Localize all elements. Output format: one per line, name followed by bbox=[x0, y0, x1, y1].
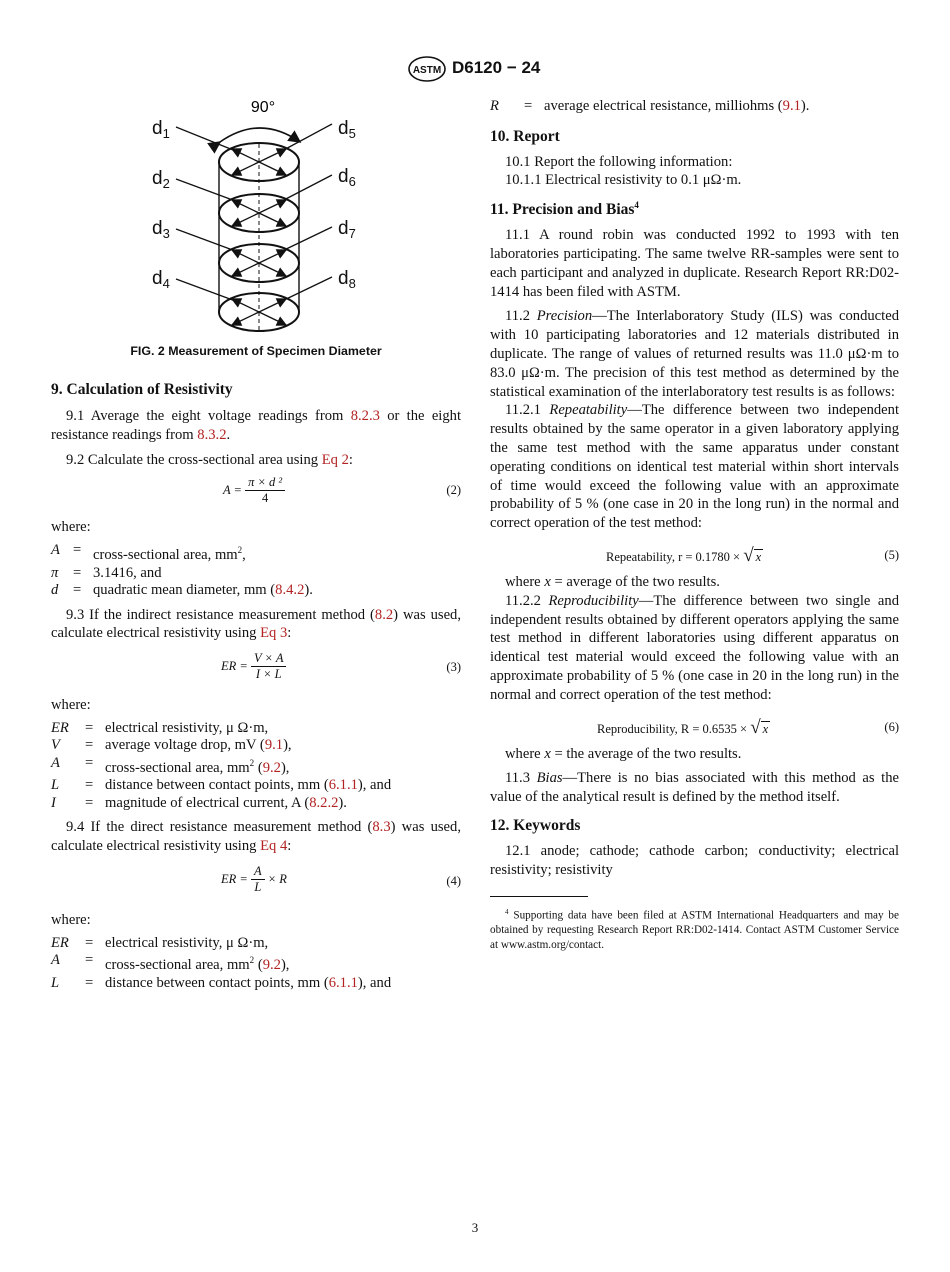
para-11-3: 11.3 Bias—There is no bias associated with this method as the value of the analytical result is defined by the method itself. bbox=[490, 770, 899, 806]
defs-list-3: ER = electrical resistivity, μ Ω·m, A = cross-sectional area, $mm^2$ (9.2), L = distance between contact points, mm (6.1.1), and bbox=[51, 934, 392, 991]
page-number: 3 bbox=[471, 1220, 479, 1235]
equation-6: Reproducibility, R = 0.6535 × √ x (6) bbox=[597, 716, 899, 738]
para-11-2-2: 11.2.2 Reproducibility—The difference between two single and independent results obtained by different operators applying the same test method in different laboratories using different apparatus on identical test material would exceed the following value with an approximate probability of 5 % (one case in 20 in the long run) in the normal and correct operation of the test method: bbox=[490, 592, 900, 703]
para-11-2-1: 11.2.1 Repeatability—The difference between two independent results obtained by the same operator in a given laboratory applying the same test method with the same apparatus under constant operating conditions on identical test material within short intervals of time would exceed the following value with an approximate probability of 5 % (one case in 20 in the long run) in the normal and correct operation of the test method: bbox=[490, 402, 900, 532]
equation-2: A = $\frac{\text{π × d ²}}{4}$ (2) bbox=[223, 475, 461, 506]
link-8-2[interactable]: 8.2 bbox=[374, 606, 394, 623]
section-9-heading: 9. Calculation of Resistivity bbox=[51, 381, 233, 398]
link-9-1[interactable]: 9.1 bbox=[264, 737, 284, 754]
link-6-1-1[interactable]: 6.1.1 bbox=[328, 777, 358, 794]
specimen-diagram bbox=[140, 94, 390, 344]
para-11-1: 11.1 A round robin was conducted 1992 to 1993 with ten laboratories participating. The same twelve RR-samples were sent to each participant and analyzed in duplicate. Research Report RR:D02-1414 has been filed with ASTM. bbox=[490, 227, 899, 300]
link-eq-4[interactable]: Eq 4 bbox=[260, 838, 288, 855]
where-2: where: bbox=[51, 697, 91, 714]
right-column bbox=[490, 98, 899, 953]
link-eq-2[interactable]: Eq 2 bbox=[321, 451, 349, 468]
equation-6-number: (6) bbox=[884, 719, 899, 734]
equation-5-number: (5) bbox=[884, 548, 899, 562]
section-10-heading: 10. Report bbox=[490, 127, 560, 145]
para-11-2: 11.2 Precision—The Interlaboratory Study (ILS) was conducted with 10 participating laboratories and 12 materials distributed in duplicate. The range of values of returned results was 11.0 μΩ·m to 83.0 μΩ·m. The precision of this test method as determined by the statistical examination of the interlaboratory test results is as follows: bbox=[490, 308, 899, 400]
link-8-2-2[interactable]: 8.2.2 bbox=[309, 794, 339, 811]
equation-4: ER = $\frac{A}{L}$ × R (4) bbox=[221, 863, 461, 894]
link-eq-3[interactable]: Eq 3 bbox=[260, 625, 288, 642]
left-column bbox=[51, 381, 461, 992]
figure-caption: FIG. 2 Measurement of Specimen Diameter bbox=[130, 344, 382, 358]
link-8-4-2[interactable]: 8.4.2 bbox=[275, 582, 305, 599]
para-9-3: 9.3 If the indirect resistance measurement method (8.2) was used, calculate electrical resistivity using Eq 3: bbox=[51, 606, 461, 642]
equation-5: Repeatability, r = 0.1780 × √ x (5) bbox=[606, 545, 899, 566]
label-d6: $d_6$ bbox=[338, 166, 356, 189]
label-d1: $d_1$ bbox=[152, 118, 170, 141]
para-10-1-1: 10.1.1 Electrical resistivity to 0.1 μΩ·m. bbox=[505, 172, 742, 189]
para-10-1: 10.1 Report the following information: bbox=[505, 153, 733, 170]
equation-3: ER = $\frac{V \times A}{I \times L}$ (3) bbox=[221, 651, 461, 682]
equation-3-number: (3) bbox=[446, 660, 461, 675]
astm-logo-text: ASTM bbox=[412, 65, 442, 76]
para-12-1: 12.1 anode; cathode; cathode carbon; conductivity; electrical resistivity; resistivity bbox=[490, 842, 899, 878]
designation: D6120 − 24 bbox=[452, 58, 541, 77]
where-6: where x = the average of the two results. bbox=[505, 745, 742, 762]
link-9-2b[interactable]: 9.2 bbox=[262, 957, 281, 974]
label-d3: $d_3$ bbox=[152, 218, 170, 241]
section-11-heading: 11. Precision and Bias$^4$ bbox=[490, 200, 639, 219]
astm-logo bbox=[407, 56, 447, 82]
para-9-4: 9.4 If the direct resistance measurement method (8.3) was used, calculate electrical resistivity using Eq 4: bbox=[51, 819, 461, 855]
angle-label: 90° bbox=[250, 99, 276, 116]
label-d5: $d_5$ bbox=[338, 118, 356, 141]
footnote-4: $^4$ Supporting data have been filed at ASTM International Headquarters and may be obtained by requesting Research Report RR:D02-1414. Contact ASTM Customer Service at www.astm.org/contact. bbox=[490, 907, 899, 952]
footnote-ref-4: 4 bbox=[634, 200, 639, 211]
label-d4: $d_4$ bbox=[152, 268, 170, 291]
link-9-2[interactable]: 9.2 bbox=[262, 759, 281, 776]
para-9-2: 9.2 Calculate the cross-sectional area using Eq 2: bbox=[66, 451, 353, 468]
defs-list-2: ER = electrical resistivity, μ Ω·m, V = average voltage drop, mV (9.1), A = cross-sectional area, $mm^2$ (9.2), L = distance between contact points, mm (6.1.1), and I = magnitude of electrical current, A (8.2.2). bbox=[51, 719, 392, 811]
where-3: where: bbox=[51, 911, 91, 928]
label-d8: $d_8$ bbox=[338, 268, 356, 291]
label-d7: $d_7$ bbox=[338, 218, 356, 241]
link-9-1b[interactable]: 9.1 bbox=[782, 98, 801, 114]
where-1: where: bbox=[51, 519, 91, 536]
def-R: R = average electrical resistance, milliohms (9.1). bbox=[490, 98, 810, 114]
label-d2: $d_2$ bbox=[152, 168, 170, 191]
equation-2-number: (2) bbox=[446, 483, 461, 498]
link-8-2-3[interactable]: 8.2.3 bbox=[350, 408, 380, 424]
figure-2 bbox=[140, 94, 390, 344]
page-header bbox=[0, 56, 950, 82]
link-8-3-2[interactable]: 8.3.2 bbox=[197, 426, 227, 443]
para-9-1: 9.1 Average the eight voltage readings from 8.2.3 or the eight resistance readings from 8.3.2. bbox=[51, 408, 461, 443]
footnote-rule bbox=[490, 896, 588, 897]
equation-4-number: (4) bbox=[446, 873, 461, 888]
section-12-heading: 12. Keywords bbox=[490, 816, 581, 834]
where-5: where x = average of the two results. bbox=[505, 574, 720, 590]
link-8-3[interactable]: 8.3 bbox=[372, 819, 391, 836]
defs-list-1: A = cross-sectional area, $mm^2$, π = 3.1416, and d = quadratic mean diameter, mm (8.4.2). bbox=[51, 542, 313, 599]
link-6-1-1b[interactable]: 6.1.1 bbox=[328, 974, 358, 991]
